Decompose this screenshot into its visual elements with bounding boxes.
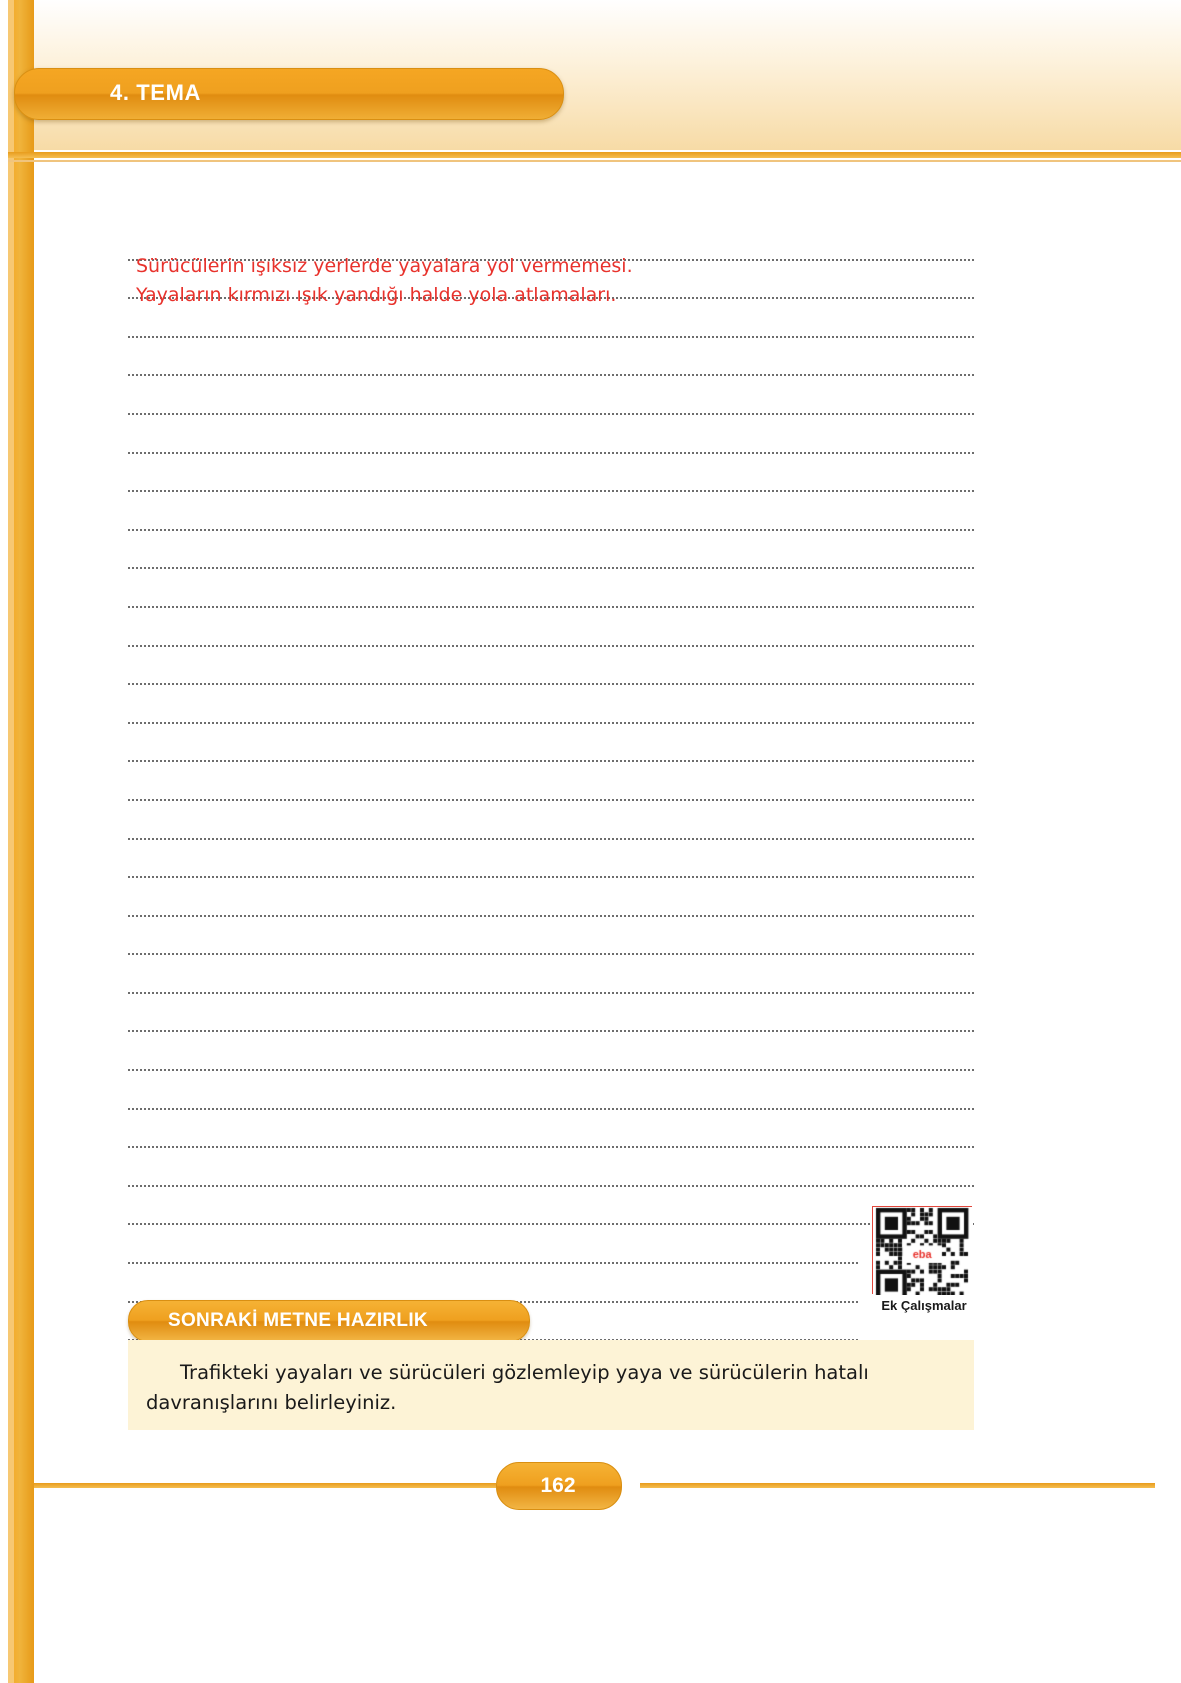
handwritten-answer [136, 252, 966, 310]
prep-section-title: SONRAKİ METNE HAZIRLIK [168, 1310, 428, 1331]
writing-line[interactable] [128, 1225, 858, 1264]
writing-line[interactable] [128, 1032, 974, 1071]
writing-line[interactable] [128, 801, 974, 840]
prep-section-body [146, 1358, 966, 1418]
writing-line[interactable] [128, 724, 974, 763]
writing-line[interactable] [128, 569, 974, 608]
page-number: 162 [540, 1474, 576, 1497]
handwritten-line: Sürücülerin ışıksız yerlerde yayalara yol vermemesi. [136, 255, 633, 277]
theme-tab [14, 68, 564, 120]
left-decorative-bar-highlight [8, 0, 14, 1683]
writing-line[interactable] [128, 338, 974, 377]
writing-line[interactable] [128, 762, 974, 801]
writing-line[interactable] [128, 1071, 974, 1110]
writing-line[interactable] [128, 376, 974, 415]
writing-line[interactable] [128, 454, 974, 493]
writing-line[interactable] [128, 415, 974, 454]
writing-line[interactable] [128, 917, 974, 956]
writing-line[interactable] [128, 1110, 974, 1149]
writing-line[interactable] [128, 1264, 858, 1303]
writing-line[interactable] [128, 685, 974, 724]
qr-block[interactable] [872, 1206, 976, 1313]
header-divider-rule [8, 152, 1181, 158]
header-divider-rule-secondary [8, 160, 1181, 162]
writing-line[interactable] [128, 1148, 974, 1187]
writing-line[interactable] [128, 608, 974, 647]
writing-line[interactable] [128, 1187, 974, 1226]
writing-line[interactable] [128, 647, 974, 686]
writing-line[interactable] [128, 955, 974, 994]
writing-line[interactable] [128, 492, 974, 531]
footer-rule-right [640, 1483, 1155, 1488]
qr-caption: Ek Çalışmalar [881, 1298, 967, 1313]
prep-section-body-text: Trafikteki yayaları ve sürücüleri gözlemleyip yaya ve sürücülerin hatalı davranışlarını belirleyiniz. [146, 1361, 869, 1414]
handwritten-line: Yayaların kırmızı ışık yandığı halde yola atlamaları. [136, 284, 617, 306]
writing-line[interactable] [128, 531, 974, 570]
theme-label: 4. TEMA [110, 80, 201, 105]
writing-line[interactable] [128, 840, 974, 879]
footer-rule-left [34, 1483, 496, 1488]
writing-line[interactable] [128, 878, 974, 917]
writing-line[interactable] [128, 994, 974, 1033]
writing-lines[interactable] [128, 222, 974, 1341]
qr-code-icon[interactable] [872, 1206, 972, 1294]
